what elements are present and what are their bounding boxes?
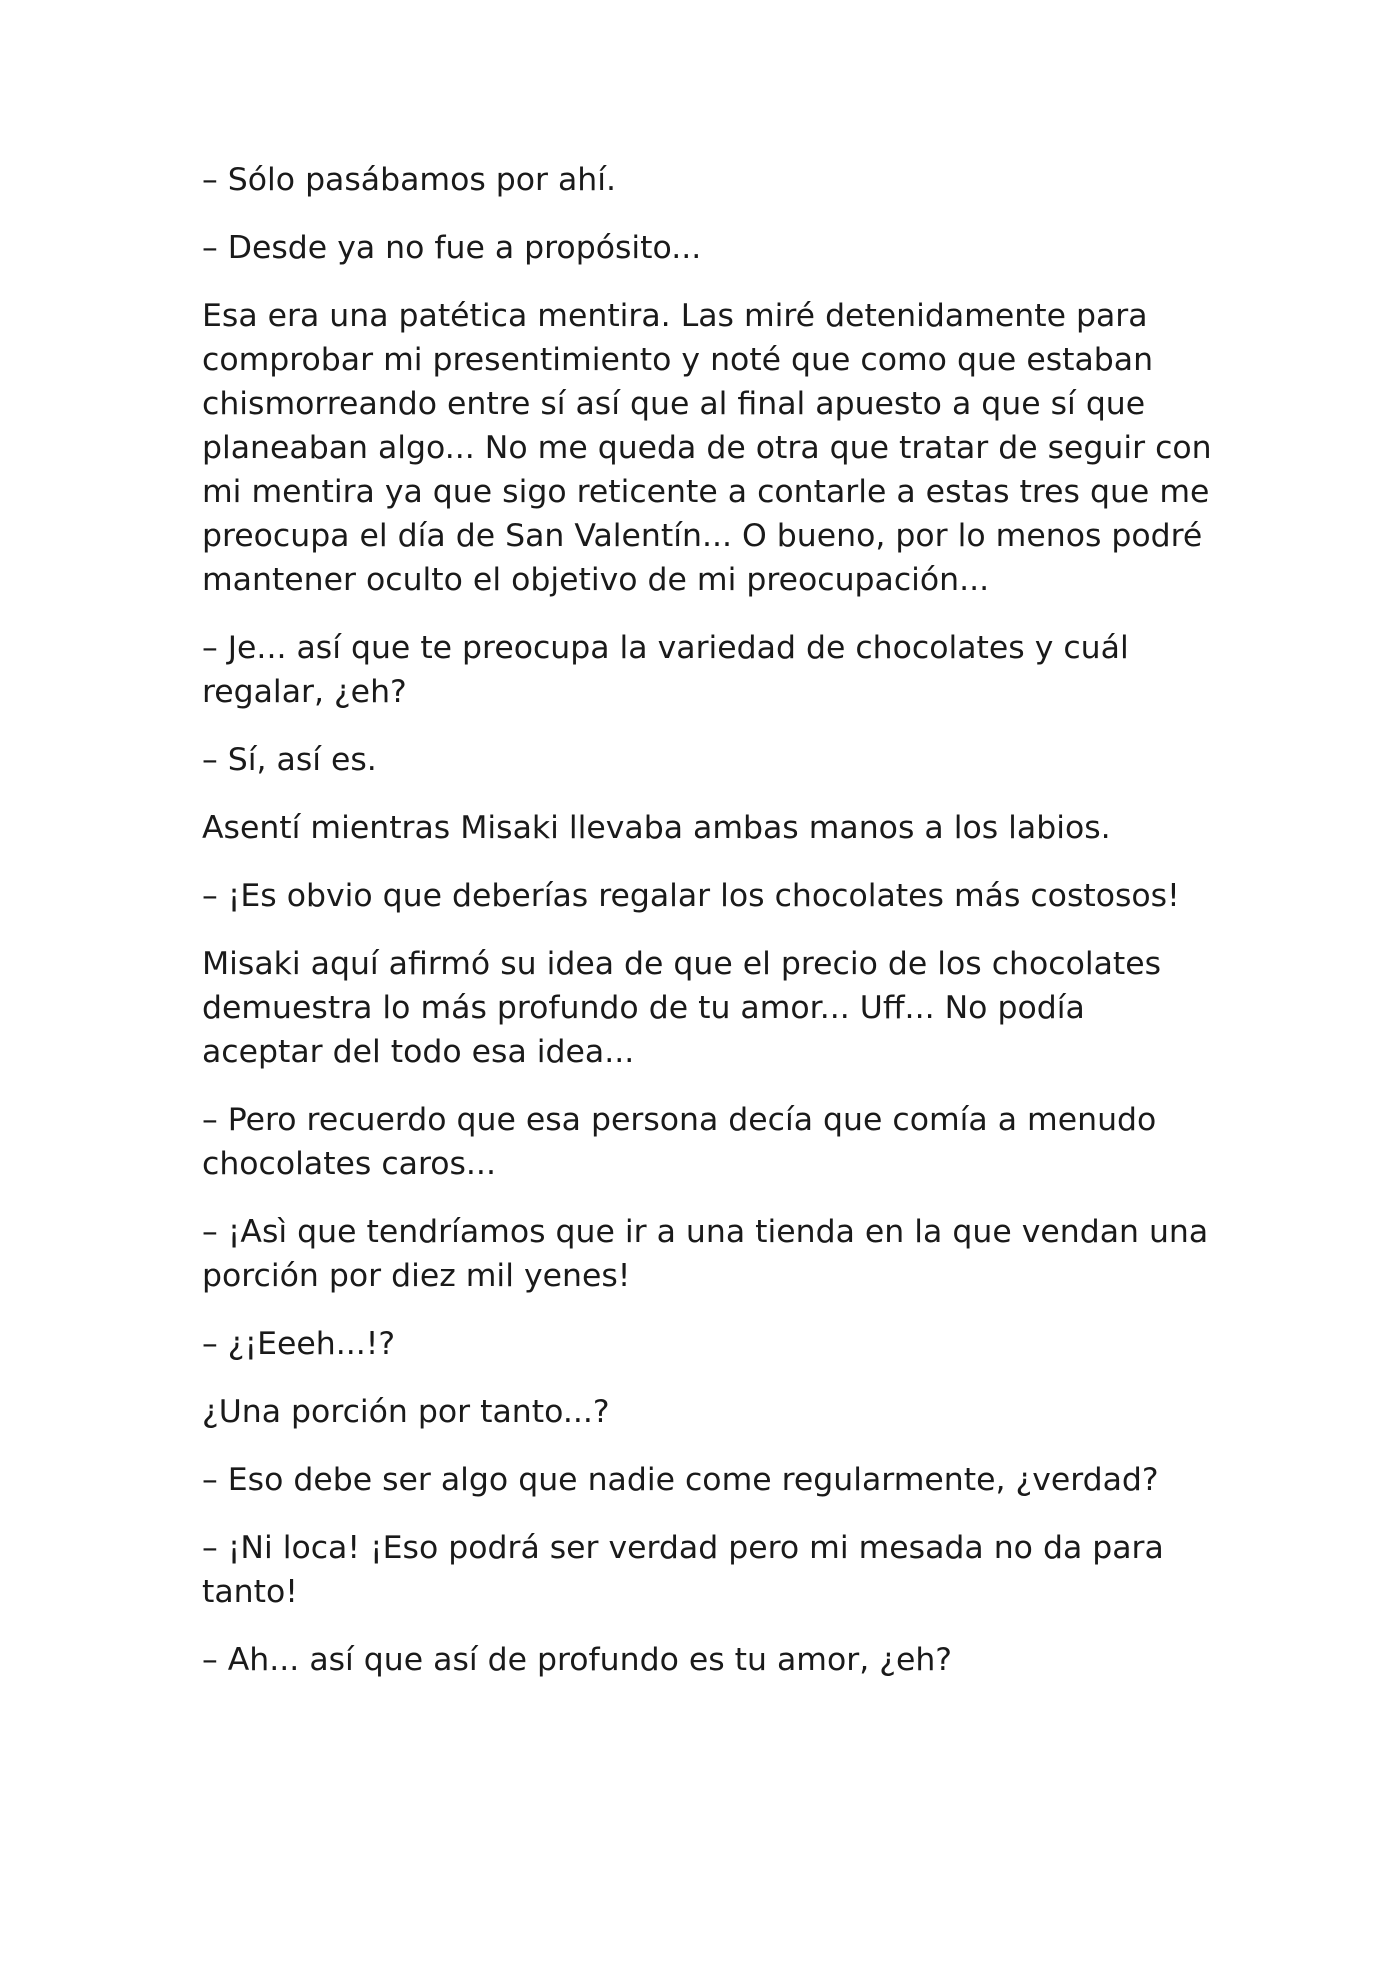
paragraph-dialogue: – Desde ya no fue a propósito... <box>202 230 702 266</box>
paragraph-dialogue: – ¡Es obvio que deberías regalar los chocolates más costosos! <box>202 878 1180 914</box>
paragraph-dialogue: – ¡Asì que tendríamos que ir a una tienda en la que vendan una porción por diez mil yenes! <box>202 1214 1209 1294</box>
paragraph-dialogue: – ¡Ni loca! ¡Eso podrá ser verdad pero mi mesada no da para tanto! <box>202 1530 1164 1610</box>
paragraph-dialogue: – Ah... así que así de profundo es tu amor, ¿eh? <box>202 1642 953 1678</box>
paragraph-dialogue: – Eso debe ser algo que nadie come regularmente, ¿verdad? <box>202 1462 1159 1498</box>
paragraph-narration: ¿Una porción por tanto...? <box>202 1394 610 1430</box>
paragraph-narration: Asentí mientras Misaki llevaba ambas manos a los labios. <box>202 810 1111 846</box>
paragraph-dialogue: – Pero recuerdo que esa persona decía que comía a menudo chocolates caros... <box>202 1102 1157 1182</box>
paragraph-dialogue: – ¿¡Eeeh...!? <box>202 1326 396 1362</box>
paragraph-dialogue: – Sí, así es. <box>202 742 377 778</box>
document-body <box>202 158 1212 1706</box>
paragraph-narration: Misaki aquí afirmó su idea de que el precio de los chocolates demuestra lo más profundo de tu amor... Uff... No podía aceptar del todo esa idea... <box>202 946 1162 1070</box>
paragraph-narration: Esa era una patética mentira. Las miré detenidamente para comprobar mi presentimiento y noté que como que estaban chismorreando entre sí así que al final apuesto a que sí que planeaban algo... No me queda de otra que tratar de seguir con mi mentira ya que sigo reticente a contarle a estas tres que me preocupa el día de San Valentín... O bueno, por lo menos podré mantener oculto el objetivo de mi preocupación... <box>202 298 1212 598</box>
paragraph-dialogue: – Sólo pasábamos por ahí. <box>202 162 617 198</box>
paragraph-dialogue: – Je... así que te preocupa la variedad de chocolates y cuál regalar, ¿eh? <box>202 630 1129 710</box>
